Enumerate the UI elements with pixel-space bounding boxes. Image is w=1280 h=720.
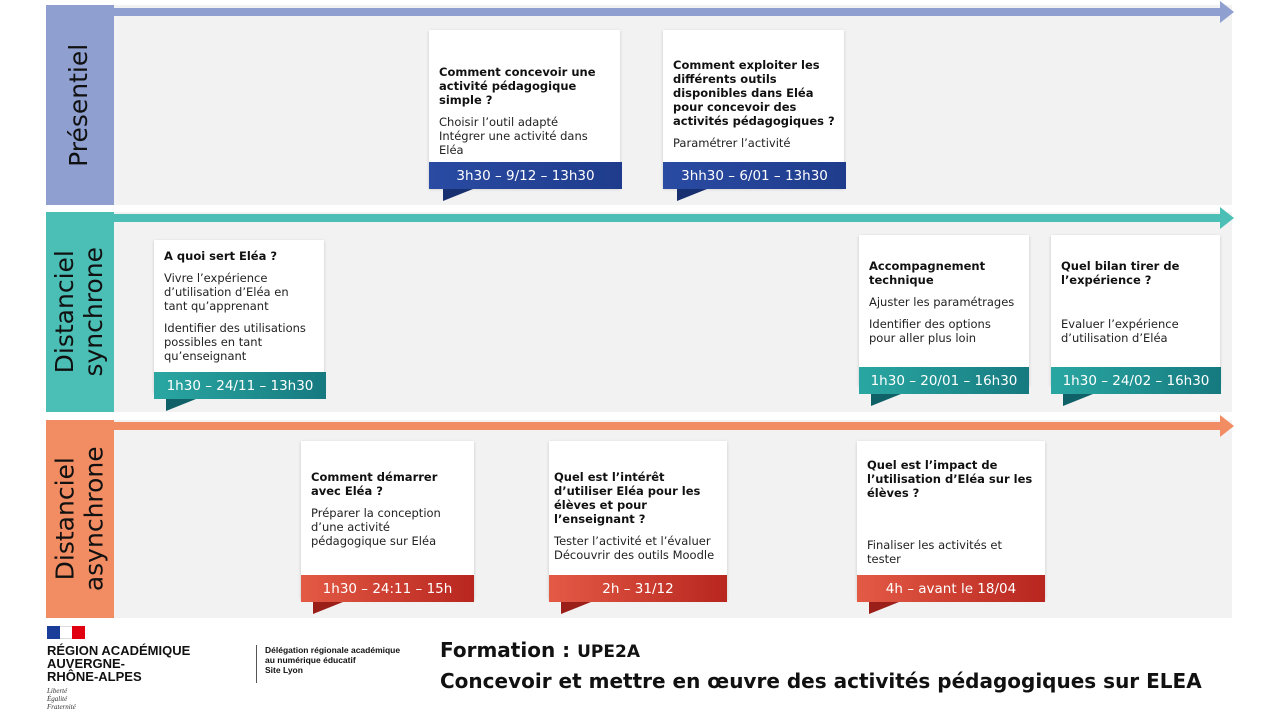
french-flag-icon (47, 626, 85, 639)
session-question: Comment démarrer avec Eléa ? (311, 470, 438, 498)
session-schedule-p1 (429, 162, 622, 189)
tab-notch (443, 189, 473, 201)
session-schedule-text: 3hh30 – 6/01 – 13h30 (681, 167, 828, 184)
tab-notch (677, 189, 707, 201)
training-name: Formation : UPE2A (440, 638, 640, 662)
training-subtitle: Concevoir et mettre en œuvre des activités pédagogiques sur ELEA (440, 669, 1202, 693)
session-schedule-text: 1h30 – 24/02 – 16h30 (1062, 372, 1210, 389)
tab-notch (871, 394, 901, 406)
tab-notch (166, 399, 196, 411)
session-question: Comment concevoir une activité pédagogique simple ? (439, 65, 596, 107)
session-objective: Préparer la conception d’une activité pédagogique sur Eléa (311, 506, 441, 548)
session-question: Quel est l’intérêt d’utiliser Eléa pour les élèves et pour l’enseignant ? (554, 470, 701, 526)
tab-notch (313, 602, 343, 614)
session-schedule-text: 1h30 – 24/11 – 13h30 (166, 377, 314, 394)
academie-logo (47, 626, 190, 711)
session-objective: Identifier des utilisations possibles en tant qu’enseignant (164, 321, 306, 363)
delegation-name: Délégation régionale académique au numérique éducatif Site Lyon (265, 645, 401, 675)
lane-header-presentiel (46, 5, 114, 205)
lane-header-asynchrone (46, 420, 114, 618)
session-objective: Finaliser les activités et tester (867, 538, 1002, 566)
session-question: Comment exploiter les différents outils disponibles dans Eléa pour concevoir des activités pédagogiques ? (673, 58, 835, 128)
session-question: A quoi sert Eléa ? (164, 249, 278, 263)
tab-notch (561, 602, 591, 614)
lane-presentiel (46, 5, 1232, 205)
session-objective: Identifier des options pour aller plus loin (869, 317, 991, 345)
tab-notch (869, 602, 899, 614)
session-schedule-a3 (857, 575, 1045, 602)
session-card-s3 (1051, 235, 1220, 385)
session-objective: Tester l’activité et l’évaluer (554, 534, 711, 548)
session-objective: Evaluer l’expérience d’utilisation d’Eléa (1061, 317, 1179, 345)
session-schedule-a2 (549, 575, 727, 602)
session-question: Quel est l’impact de l’utilisation d’Eléa sur les élèves ? (867, 458, 1033, 500)
lane-label-synchrone: Distanciel synchrone (50, 247, 109, 377)
session-schedule-s3 (1051, 367, 1221, 394)
lane-label-presentiel: Présentiel (64, 43, 94, 167)
session-objective: Vivre l’expérience d’utilisation d’Eléa en tant qu’apprenant (164, 271, 289, 313)
republic-motto: Liberté Égalité Fraternité (47, 687, 76, 711)
session-objective: Intégrer une activité dans Eléa (439, 129, 588, 157)
session-question: Accompagnement technique (869, 259, 986, 287)
session-objective: Découvrir des outils Moodle (554, 548, 715, 562)
training-title (440, 636, 1202, 696)
session-objective: Ajuster les paramétrages (869, 295, 1015, 309)
session-question: Quel bilan tirer de l’expérience ? (1061, 259, 1180, 287)
region-name: RÉGION ACADÉMIQUE AUVERGNE- RHÔNE-ALPES (47, 643, 191, 684)
session-schedule-text: 3h30 – 9/12 – 13h30 (456, 167, 595, 184)
session-schedule-a1 (301, 575, 474, 602)
session-schedule-text: 1h30 – 24:11 – 15h (322, 580, 453, 597)
session-schedule-s1 (154, 372, 326, 399)
session-card-s1 (154, 240, 324, 392)
tab-notch (1063, 394, 1093, 406)
footer-divider (256, 645, 257, 683)
session-objective: Paramétrer l’activité (673, 136, 791, 150)
session-schedule-text: 1h30 – 20/01 – 16h30 (870, 372, 1018, 389)
session-schedule-text: 2h – 31/12 (602, 580, 674, 597)
session-schedule-p2 (663, 162, 846, 189)
lane-header-synchrone (46, 212, 114, 412)
session-objective: Choisir l’outil adapté (439, 115, 559, 129)
session-schedule-s2 (859, 367, 1029, 394)
session-schedule-text: 4h – avant le 18/04 (885, 580, 1017, 597)
lane-label-asynchrone: Distanciel asynchrone (50, 446, 109, 592)
session-card-s2 (859, 235, 1029, 385)
